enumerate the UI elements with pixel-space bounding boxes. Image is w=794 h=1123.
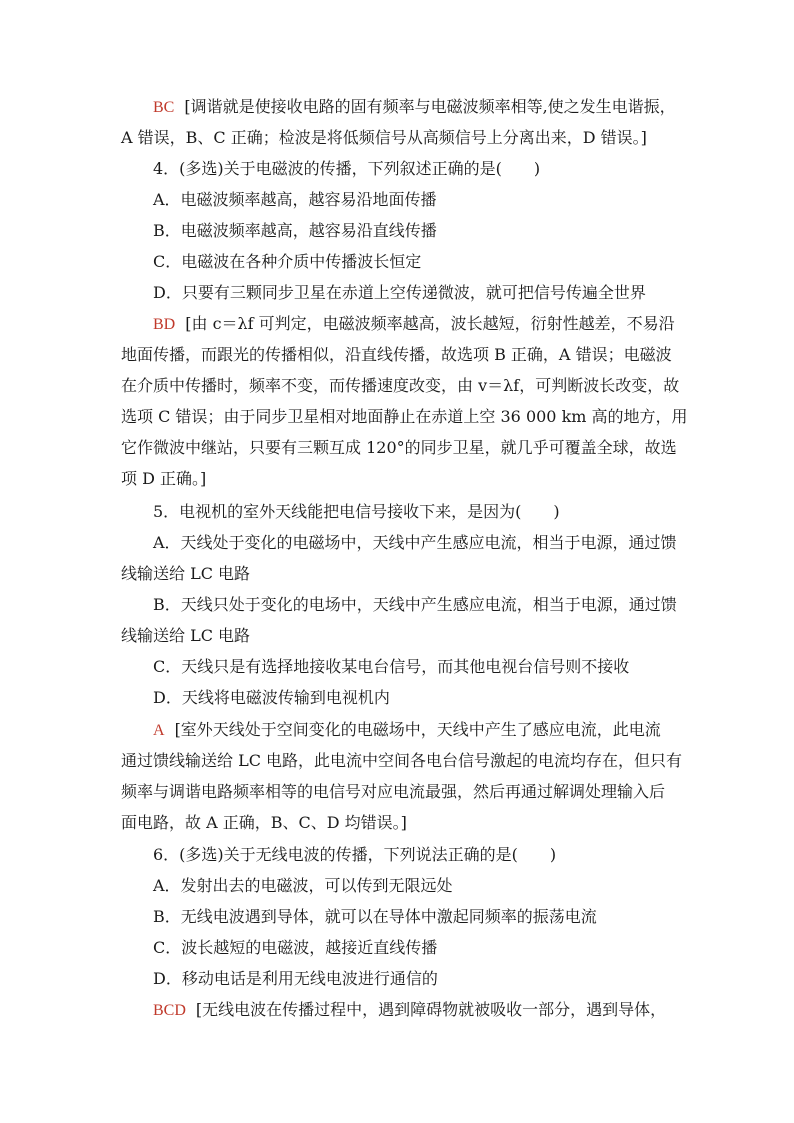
- answer-line: [153, 720, 661, 741]
- question-4-option-a: A．电磁波频率越高，越容易沿地面传播: [153, 190, 437, 209]
- text-line: 它作微波中继站，只要有三颗互成 120°的同步卫星，就几乎可覆盖全球，故选: [121, 438, 677, 457]
- answer-label: A: [153, 722, 165, 739]
- question-6-option-c: C．波长越短的电磁波，越接近直线传播: [153, 938, 438, 957]
- text-line: 在介质中传播时，频率不变，而传播速度改变，由 v＝λf，可判断波长改变，故: [121, 376, 680, 395]
- answer-explanation: [由 c＝λf 可判定，电磁波频率越高，波长越短，衍射性越差，不易沿: [185, 314, 675, 333]
- text-line: 选项 C 错误；由于同步卫星相对地面静止在赤道上空 36 000 km 高的地方，用: [121, 407, 688, 426]
- text-line: 频率与调谐电路频率相等的电信号对应电流最强，然后再通过解调处理输入后: [121, 782, 666, 801]
- answer-label: BC: [153, 99, 175, 116]
- text-line: A 错误，B、C 正确；检波是将低频信号从高频信号上分离出来，D 错误。]: [121, 128, 647, 147]
- text-line: 线输送给 LC 电路: [121, 626, 251, 645]
- question-6-option-d: D．移动电话是利用无线电波进行通信的: [153, 969, 438, 988]
- answer-explanation: [调谐就是使接收电路的固有频率与电磁波频率相等,使之发生电谐振，: [184, 97, 676, 116]
- question-6-stem: 6．(多选)关于无线电波的传播，下列说法正确的是( ): [153, 845, 557, 864]
- answer-line: [153, 97, 676, 118]
- text-line: 地面传播，而跟光的传播相似，沿直线传播，故选项 B 正确，A 错误；电磁波: [121, 345, 672, 364]
- text-line: 通过馈线输送给 LC 电路，此电流中空间各电台信号激起的电流均存在，但只有: [121, 751, 683, 770]
- question-4-option-b: B．电磁波频率越高，越容易沿直线传播: [153, 221, 437, 240]
- text-line: 线输送给 LC 电路: [121, 564, 251, 583]
- question-6-option-a: A．发射出去的电磁波，可以传到无限远处: [153, 876, 453, 895]
- question-4-option-d: D．只要有三颗同步卫星在赤道上空传递微波，就可把信号传遍全世界: [153, 283, 646, 302]
- question-5-option-c: C．天线只是有选择地接收某电台信号，而其他电视台信号则不接收: [153, 657, 630, 676]
- answer-explanation: [室外天线处于空间变化的电磁场中，天线中产生了感应电流，此电流: [174, 720, 661, 739]
- question-4-stem: 4．(多选)关于电磁波的传播，下列叙述正确的是( ): [153, 159, 541, 178]
- question-5-option-a: A．天线处于变化的电磁场中，天线中产生感应电流，相当于电源，通过馈: [153, 533, 677, 552]
- answer-line: [153, 1000, 666, 1021]
- question-5-option-b: B．天线只处于变化的电场中，天线中产生感应电流，相当于电源，通过馈: [153, 595, 677, 614]
- answer-label: BD: [153, 316, 176, 333]
- question-6-option-b: B．无线电波遇到导体，就可以在导体中激起同频率的振荡电流: [153, 907, 597, 926]
- text-line: 项 D 正确。]: [121, 469, 207, 488]
- answer-explanation: [无线电波在传播过程中，遇到障碍物就被吸收一部分，遇到导体，: [195, 1000, 667, 1019]
- question-4-option-c: C．电磁波在各种介质中传播波长恒定: [153, 252, 422, 271]
- question-5-option-d: D．天线将电磁波传输到电视机内: [153, 688, 390, 707]
- answer-line: [153, 314, 675, 335]
- answer-label: BCD: [153, 1002, 186, 1019]
- question-5-stem: 5．电视机的室外天线能把电信号接收下来，是因为( ): [153, 502, 560, 521]
- text-line: 面电路，故 A 正确，B、C、D 均错误。]: [121, 813, 407, 832]
